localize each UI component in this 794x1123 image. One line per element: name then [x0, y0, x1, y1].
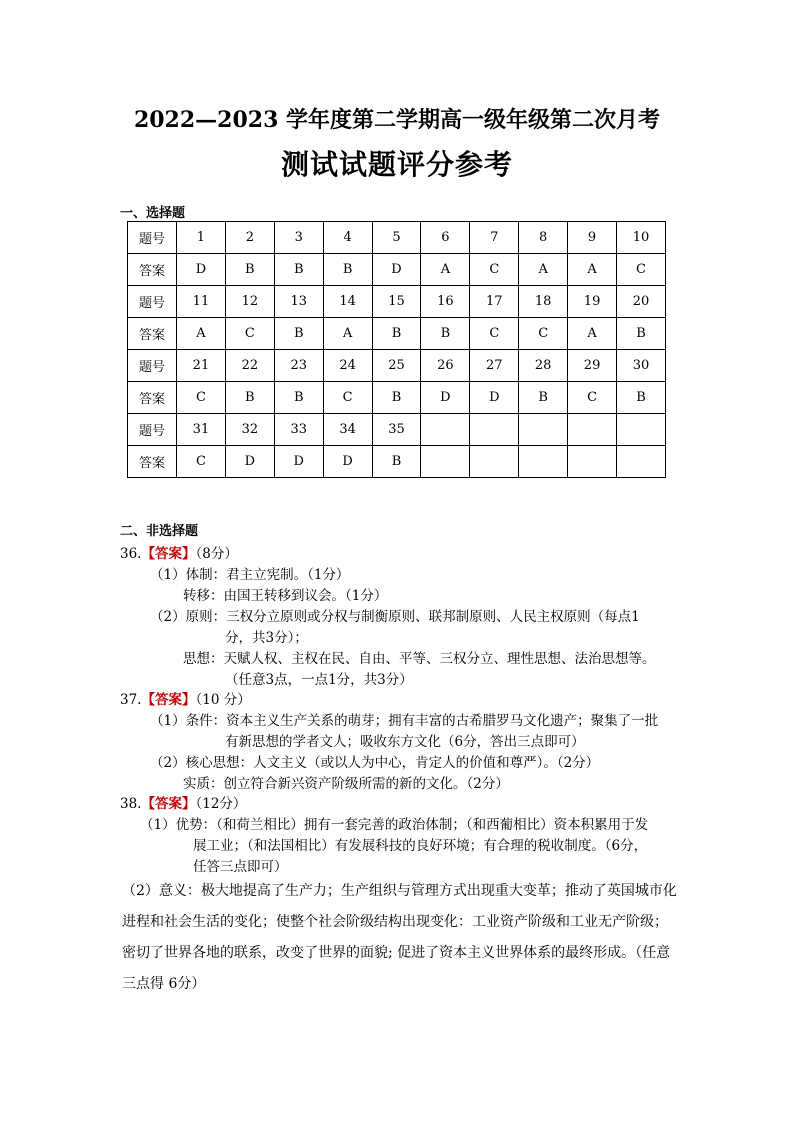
answer-paragraph-line: 密切了世界各地的联系，改变了世界的面貌; 促进了资本主义世界体系的最终形成。（任意	[122, 945, 671, 961]
row-label-cell: 题号	[128, 222, 177, 254]
row-label-cell: 答案	[128, 318, 177, 350]
section-heading-open: 二、非选择题	[120, 524, 199, 539]
table-cell: D	[274, 446, 323, 478]
table-cell: A	[519, 254, 568, 286]
table-cell: A	[568, 254, 617, 286]
table-cell: 34	[323, 414, 372, 446]
table-cell: D	[372, 254, 421, 286]
table-cell: 23	[274, 350, 323, 382]
table-cell: C	[177, 382, 226, 414]
answer-tag: 【答案】	[141, 796, 196, 812]
table-cell: C	[323, 382, 372, 414]
table-cell: 21	[177, 350, 226, 382]
table-cell: 27	[470, 350, 519, 382]
table-cell: C	[568, 382, 617, 414]
table-cell: 30	[617, 350, 666, 382]
table-cell: A	[323, 318, 372, 350]
table-cell: 1	[177, 222, 226, 254]
answer-line: 转移：由国王转移到议会。（1分）	[183, 588, 388, 604]
table-row	[128, 286, 666, 318]
answer-paragraph-line: 进程和社会生活的变化；使整个社会阶级结构出现变化：工业资产阶级和工业无产阶级；	[122, 914, 668, 930]
table-cell: 11	[177, 286, 226, 318]
table-cell: 9	[568, 222, 617, 254]
table-cell: 17	[470, 286, 519, 318]
table-cell: B	[617, 382, 666, 414]
table-cell	[421, 414, 470, 446]
table-row	[128, 350, 666, 382]
question-score: （8分）	[195, 546, 238, 562]
table-row	[128, 414, 666, 446]
question-number: 38.	[120, 796, 142, 812]
table-row	[128, 222, 666, 254]
table-cell: 18	[519, 286, 568, 318]
table-cell: A	[568, 318, 617, 350]
table-cell: C	[225, 318, 274, 350]
table-cell: 7	[470, 222, 519, 254]
table-cell: 4	[323, 222, 372, 254]
table-cell: C	[470, 254, 519, 286]
answer-paragraph-line: （2）意义：极大地提高了生产力；生产组织与管理方式出现重大变革；推动了英国城市化	[122, 883, 677, 899]
answer-line: 实质：创立符合新兴资产阶级所需的新的文化。（2分）	[183, 776, 509, 792]
answer-table	[127, 221, 666, 478]
table-row	[128, 254, 666, 286]
table-cell: A	[177, 318, 226, 350]
table-cell: D	[470, 382, 519, 414]
table-cell: 25	[372, 350, 421, 382]
table-cell: 16	[421, 286, 470, 318]
answer-line: 任答三点即可）	[193, 859, 288, 875]
table-cell	[519, 446, 568, 478]
table-row	[128, 318, 666, 350]
table-cell: 5	[372, 222, 421, 254]
table-cell: 22	[225, 350, 274, 382]
table-cell: 31	[177, 414, 226, 446]
table-cell: 3	[274, 222, 323, 254]
answer-line: （2）原则：三权分立原则或分权与制衡原则、联邦制原则、人民主权原则（每点1	[150, 609, 640, 625]
table-cell: 26	[421, 350, 470, 382]
table-cell: 33	[274, 414, 323, 446]
question-36-header	[120, 542, 238, 562]
answer-tag: 【答案】	[141, 692, 196, 708]
answer-line: 有新思想的学者文人；吸收东方文化（6分，答出三点即可）	[225, 734, 585, 750]
table-cell: 28	[519, 350, 568, 382]
table-cell: 8	[519, 222, 568, 254]
answer-line: 展工业；（和法国相比）有发展科技的良好环境；有合理的税收制度。（6分，	[193, 838, 648, 854]
table-cell	[617, 446, 666, 478]
table-cell: C	[470, 318, 519, 350]
question-number: 36.	[120, 546, 142, 562]
table-cell: 12	[225, 286, 274, 318]
answer-line: 思想：天赋人权、主权在民、自由、平等、三权分立、理性思想、法治思想等。	[183, 651, 656, 667]
table-cell: 20	[617, 286, 666, 318]
row-label-cell: 题号	[128, 350, 177, 382]
table-cell: 35	[372, 414, 421, 446]
table-cell: C	[519, 318, 568, 350]
table-row	[128, 382, 666, 414]
table-cell: C	[177, 446, 226, 478]
table-cell: 32	[225, 414, 274, 446]
question-38-header	[120, 792, 246, 812]
table-cell: B	[274, 254, 323, 286]
answer-line: （1）体制：君主立宪制。（1分）	[150, 567, 350, 583]
table-cell: D	[421, 382, 470, 414]
table-cell: D	[177, 254, 226, 286]
row-label-cell: 答案	[128, 446, 177, 478]
table-cell	[617, 414, 666, 446]
exam-title: 2022—2023 学年度第二学期高一级年级第二次月考	[133, 107, 661, 133]
table-row	[128, 446, 666, 478]
table-cell: 6	[421, 222, 470, 254]
table-cell: B	[519, 382, 568, 414]
table-cell	[568, 414, 617, 446]
question-number: 37.	[120, 692, 142, 708]
row-label-cell: 答案	[128, 254, 177, 286]
question-score: （10 分）	[195, 692, 251, 708]
row-label-cell: 答案	[128, 382, 177, 414]
table-cell: B	[274, 382, 323, 414]
table-cell: B	[372, 446, 421, 478]
table-cell: B	[421, 318, 470, 350]
exam-subtitle: 测试试题评分参考	[280, 148, 513, 181]
table-cell: 19	[568, 286, 617, 318]
table-cell: D	[225, 446, 274, 478]
answer-line: （2）核心思想：人文主义（或以人为中心，肯定人的价值和尊严）。（2分）	[150, 755, 600, 771]
table-cell: B	[323, 254, 372, 286]
question-37-header	[120, 688, 251, 708]
table-cell: C	[617, 254, 666, 286]
table-cell: B	[274, 318, 323, 350]
section-heading-choice: 一、选择题	[120, 206, 186, 221]
answer-paragraph-line: 三点得 6分）	[122, 976, 206, 992]
row-label-cell: 题号	[128, 414, 177, 446]
table-cell: 13	[274, 286, 323, 318]
table-cell: 10	[617, 222, 666, 254]
table-cell: D	[323, 446, 372, 478]
table-cell: B	[617, 318, 666, 350]
table-cell: B	[225, 382, 274, 414]
table-cell: 24	[323, 350, 372, 382]
table-cell: A	[421, 254, 470, 286]
table-cell: B	[372, 382, 421, 414]
row-label-cell: 题号	[128, 286, 177, 318]
table-cell	[421, 446, 470, 478]
answer-line: （任意3点，一点1分，共3分）	[225, 672, 413, 688]
answer-line: （1）优势：（和荷兰相比）拥有一套完善的政治体制；（和西葡相比）资本积累用于发	[140, 817, 649, 833]
table-cell	[519, 414, 568, 446]
table-cell: 29	[568, 350, 617, 382]
answer-line: （1）条件：资本主义生产关系的萌芽；拥有丰富的古希腊罗马文化遗产；聚集了一批	[150, 713, 659, 729]
table-cell: B	[372, 318, 421, 350]
table-cell	[470, 414, 519, 446]
table-cell: 15	[372, 286, 421, 318]
table-cell	[568, 446, 617, 478]
table-cell: B	[225, 254, 274, 286]
table-cell	[470, 446, 519, 478]
table-cell: 14	[323, 286, 372, 318]
question-score: （12分）	[195, 796, 247, 812]
table-cell: 2	[225, 222, 274, 254]
answer-line: 分，共3分）；	[225, 630, 308, 646]
answer-tag: 【答案】	[141, 546, 196, 562]
